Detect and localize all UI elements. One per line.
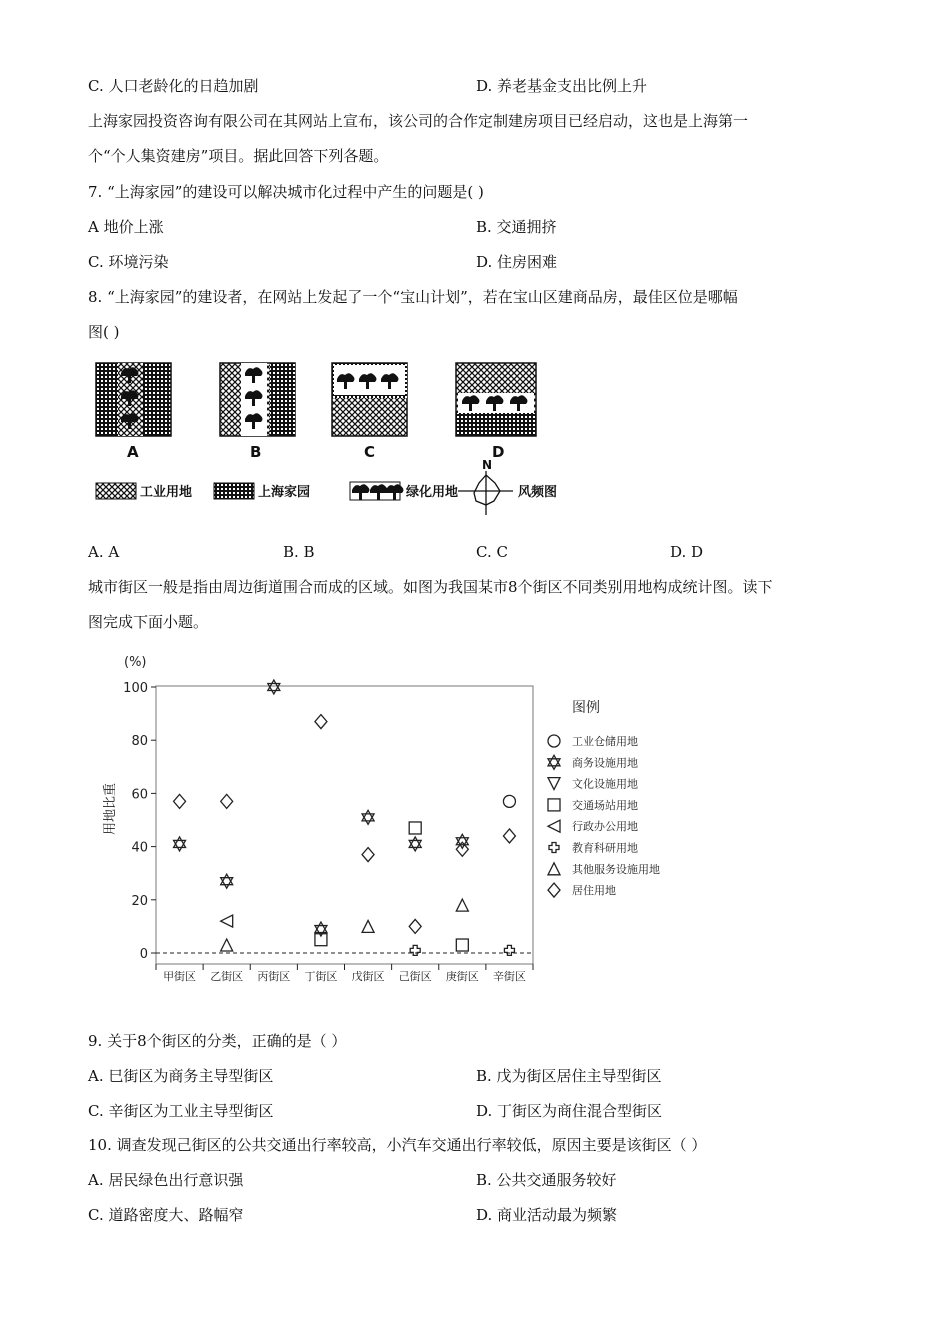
legend-entry: 行政办公用地 <box>572 820 638 834</box>
y-unit-label: (%) <box>124 655 147 670</box>
data-point-diamond <box>174 794 186 808</box>
panel-label-a: A <box>127 443 139 461</box>
data-point-triangle-up <box>221 939 233 951</box>
y-tick-label: 60 <box>131 787 148 803</box>
x-tick-label: 丁街区 <box>304 970 338 983</box>
panel-c <box>332 363 407 436</box>
x-tick-label: 庚街区 <box>445 970 479 983</box>
y-tick-label: 80 <box>131 734 148 750</box>
q9-option-d: D. 丁街区为商住混合型街区 <box>476 1102 663 1120</box>
q10-option-d: D. 商业活动最为频繁 <box>476 1206 618 1224</box>
q9-option-c: C. 辛街区为工业主导型街区 <box>88 1102 274 1120</box>
legend-entry: 居住用地 <box>572 884 616 898</box>
y-tick-label: 20 <box>131 893 148 909</box>
q6-option-c: C. 人口老龄化的日趋加剧 <box>88 77 259 95</box>
q7-option-d: D. 住房困难 <box>476 253 558 271</box>
panel-b <box>220 363 295 436</box>
q8-option-c: C. C <box>476 543 508 561</box>
passage-text-2: 个“个人集资建房”项目。据此回答下列各题。 <box>88 147 389 165</box>
x-tick-label: 丙街区 <box>257 970 291 983</box>
wind-rose-icon <box>458 458 513 515</box>
legend-entry: 交通场站用地 <box>572 798 638 812</box>
data-point-star <box>221 874 233 888</box>
data-point-triangle-left <box>221 915 233 927</box>
data-point-plus <box>504 945 514 955</box>
legend-marker-diamond <box>548 883 560 897</box>
land-use-chart <box>100 650 690 990</box>
data-point-triangle-up <box>362 920 374 932</box>
data-point-plus <box>410 945 420 955</box>
data-point-diamond <box>315 715 327 729</box>
legend-entry: 其他服务设施用地 <box>572 862 660 876</box>
question-9: 9. 关于8个街区的分类，正确的是（ ） <box>88 1032 347 1050</box>
legend-title: 图例 <box>572 700 600 716</box>
panel-label-c: C <box>364 443 376 461</box>
q8-option-b: B. B <box>283 543 315 561</box>
data-point-diamond <box>409 919 421 933</box>
data-point-star <box>174 837 186 851</box>
question-8: 8. “上海家园”的建设者，在网站上发起了一个“宝山计划”，若在宝山区建商品房，最佳区位是哪幅 <box>88 288 738 306</box>
q7-option-a: A 地价上涨 <box>88 218 164 236</box>
data-point-star <box>268 680 280 694</box>
legend-entry: 商务设施用地 <box>572 756 638 770</box>
legend-entry: 文化设施用地 <box>572 777 638 791</box>
svg-text:N: N <box>482 458 493 472</box>
data-point-diamond <box>362 848 374 862</box>
panel-label-b: B <box>250 443 262 461</box>
panel-label-d: D <box>492 443 505 461</box>
legend-marker-star <box>548 755 560 769</box>
question-10: 10. 调查发现己街区的公共交通出行率较高，小汽车交通出行率较低，原因主要是该街区（ ） <box>88 1136 707 1154</box>
data-point-diamond <box>221 794 233 808</box>
legend-shanghai-home: 上海家园 <box>258 485 311 500</box>
legend-industrial: 工业用地 <box>140 485 193 500</box>
data-point-square <box>456 939 468 951</box>
data-point-triangle-up <box>456 899 468 911</box>
legend-marker-square <box>548 799 560 811</box>
legend-green: 绿化用地 <box>406 485 459 500</box>
q9-option-a: A. 巳街区为商务主导型街区 <box>88 1067 274 1085</box>
y-tick-label: 40 <box>131 840 148 856</box>
q10-option-b: B. 公共交通服务较好 <box>476 1171 617 1189</box>
legend-marker-plus <box>549 843 559 853</box>
data-point-star <box>409 837 421 851</box>
land-use-figure <box>88 355 568 515</box>
legend-marker-triangle-left <box>548 820 560 832</box>
y-tick-label: 100 <box>123 681 148 696</box>
question-7: 7. “上海家园”的建设可以解决城市化过程中产生的问题是( ) <box>88 183 484 201</box>
legend-entry: 工业仓储用地 <box>572 735 638 748</box>
q8-option-d: D. D <box>670 543 704 561</box>
legend-entry: 教育科研用地 <box>572 841 638 855</box>
q7-option-b: B. 交通拥挤 <box>476 218 557 236</box>
passage-text-3: 城市街区一般是指由周边街道围合而成的区域。如图为我国某市8个街区不同类别用地构成统计图。读下 <box>88 578 773 596</box>
q10-option-c: C. 道路密度大、路幅窄 <box>88 1206 244 1224</box>
question-8-cont: 图( ) <box>88 323 120 341</box>
legend-wind: 风频图 <box>518 485 558 500</box>
q8-option-a: A. A <box>88 543 120 561</box>
y-axis-label: 用地比重 <box>103 782 118 835</box>
legend-marker-circle <box>548 735 560 747</box>
x-tick-label: 辛街区 <box>492 970 526 983</box>
data-point-square <box>409 822 421 834</box>
legend-marker-triangle-down <box>548 778 560 790</box>
data-point-star <box>362 810 374 824</box>
x-tick-label: 甲街区 <box>163 970 197 983</box>
q9-option-b: B. 戊为街区居住主导型街区 <box>476 1067 662 1085</box>
x-tick-label: 己街区 <box>398 970 432 983</box>
panel-a <box>96 363 171 436</box>
data-point-circle <box>503 795 515 807</box>
y-tick-label: 0 <box>139 947 148 962</box>
q10-option-a: A. 居民绿色出行意识强 <box>88 1171 244 1189</box>
passage-text-4: 图完成下面小题。 <box>88 613 209 631</box>
q7-option-c: C. 环境污染 <box>88 253 169 271</box>
x-tick-label: 乙街区 <box>210 970 244 983</box>
q6-option-d: D. 养老基金支出比例上升 <box>476 77 648 95</box>
panel-d <box>456 363 536 436</box>
legend-marker-triangle-up <box>548 863 560 875</box>
data-point-diamond <box>503 829 515 843</box>
x-tick-label: 戊街区 <box>351 970 385 983</box>
passage-text-1: 上海家园投资咨询有限公司在其网站上宣布，该公司的合作定制建房项目已经启动，这也是上海第一 <box>88 112 749 130</box>
